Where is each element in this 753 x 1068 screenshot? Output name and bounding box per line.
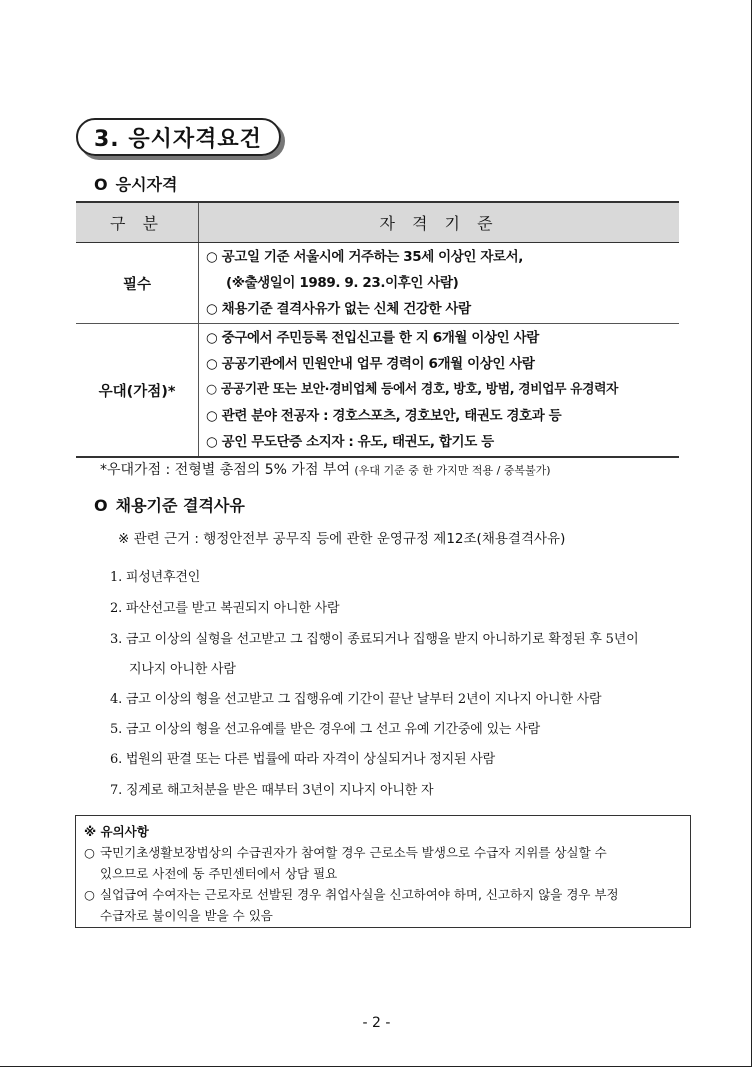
disqualification-heading-text: 채용기준 결격사유	[115, 496, 245, 515]
bonus-note-small: (우대 기준 중 한 가지만 적용 / 중복불가)	[354, 464, 551, 477]
list-item: 4. 금고 이상의 형을 선고받고 그 집행유예 기간이 끝난 날부터 2년이 지나지 아니한 사람	[110, 692, 602, 707]
header-category: 구 분	[76, 202, 199, 243]
qualification-table	[76, 201, 679, 458]
circle-bullet-icon: ○	[84, 887, 95, 902]
circle-bullet-icon: ○	[84, 845, 95, 860]
qualification-heading-text: 응시자격	[115, 175, 178, 194]
table-row-preferred	[76, 324, 679, 458]
caution-title: ※ 유의사항	[84, 824, 149, 839]
criteria-required	[199, 243, 680, 324]
header-criteria: 자 격 기 준	[199, 202, 680, 243]
criteria-line: (※출생일이 1989. 9. 23.이후인 사람)	[226, 275, 459, 291]
list-item: 1. 피성년후견인	[110, 570, 201, 585]
circle-bullet-icon: O	[94, 496, 108, 515]
criteria-preferred	[199, 324, 680, 458]
category-required: 필수	[76, 243, 199, 324]
caution-item-text	[100, 884, 619, 926]
bonus-note-main: *우대가점 : 전형별 총점의 5% 가점 부여	[100, 462, 350, 478]
criteria-line: ○ 공공기관 또는 보안·경비업체 등에서 경호, 방호, 방범, 경비업무 유경력자	[206, 382, 618, 397]
list-item: 5. 금고 이상의 형을 선고유예를 받은 경우에 그 선고 유예 기간중에 있는 사람	[110, 722, 540, 737]
table-row-required	[76, 243, 679, 324]
criteria-line: ○ 관련 분야 전공자 : 경호스포츠, 경호보안, 태권도 경호과 등	[206, 408, 562, 424]
page-number: - 2 -	[362, 1015, 391, 1031]
criteria-line: ○ 공공기관에서 민원안내 업무 경력이 6개월 이상인 사람	[206, 356, 535, 372]
caution-line: 국민기초생활보장법상의 수급권자가 참여할 경우 근로소득 발생으로 수급자 지위를 상실할 수	[100, 845, 607, 860]
criteria-line: ○ 공고일 기준 서울시에 거주하는 35세 이상인 자로서,	[206, 249, 524, 265]
table-header-row	[76, 202, 679, 243]
caution-box	[75, 815, 691, 928]
list-item: 3. 금고 이상의 실형을 선고받고 그 집행이 종료되거나 집행을 받지 아니하기로 확정된 후 5년이	[110, 632, 639, 647]
circle-bullet-icon: O	[94, 175, 108, 194]
criteria-line: ○ 채용기준 결격사유가 없는 신체 건강한 사람	[206, 301, 471, 317]
criteria-line: ○ 공인 무도단증 소지자 : 유도, 태권도, 합기도 등	[206, 434, 494, 450]
bonus-note	[100, 459, 551, 479]
caution-item-text	[100, 842, 607, 884]
caution-line: 실업급여 수여자는 근로자로 선발된 경우 취업사실을 신고하여야 하며, 신고하지 않을 경우 부정	[100, 887, 619, 902]
caution-item	[84, 884, 682, 926]
criteria-line: ○ 중구에서 주민등록 전입신고를 한 지 6개월 이상인 사람	[206, 330, 539, 346]
caution-item	[84, 842, 682, 884]
list-item: 7. 징계로 해고처분을 받은 때부터 3년이 지나지 아니한 자	[110, 783, 434, 798]
section-title: 3. 응시자격요건	[76, 118, 281, 156]
list-item-continuation: 지나지 아니한 사람	[129, 662, 236, 677]
caution-line: 수급자로 불이익을 받을 수 있음	[100, 908, 273, 923]
disqualification-heading	[94, 493, 245, 516]
list-item: 6. 법원의 판결 또는 다른 법률에 따라 자격이 상실되거나 정지된 사람	[110, 752, 495, 767]
qualification-heading	[94, 172, 177, 195]
legal-reference: ※ 관련 근거 : 행정안전부 공무직 등에 관한 운영규정 제12조(채용결격사유)	[118, 531, 566, 547]
category-preferred: 우대(가점)*	[76, 324, 199, 458]
caution-line: 있으므로 사전에 동 주민센터에서 상담 필요	[100, 866, 338, 881]
list-item: 2. 파산선고를 받고 복권되지 아니한 사람	[110, 601, 340, 616]
